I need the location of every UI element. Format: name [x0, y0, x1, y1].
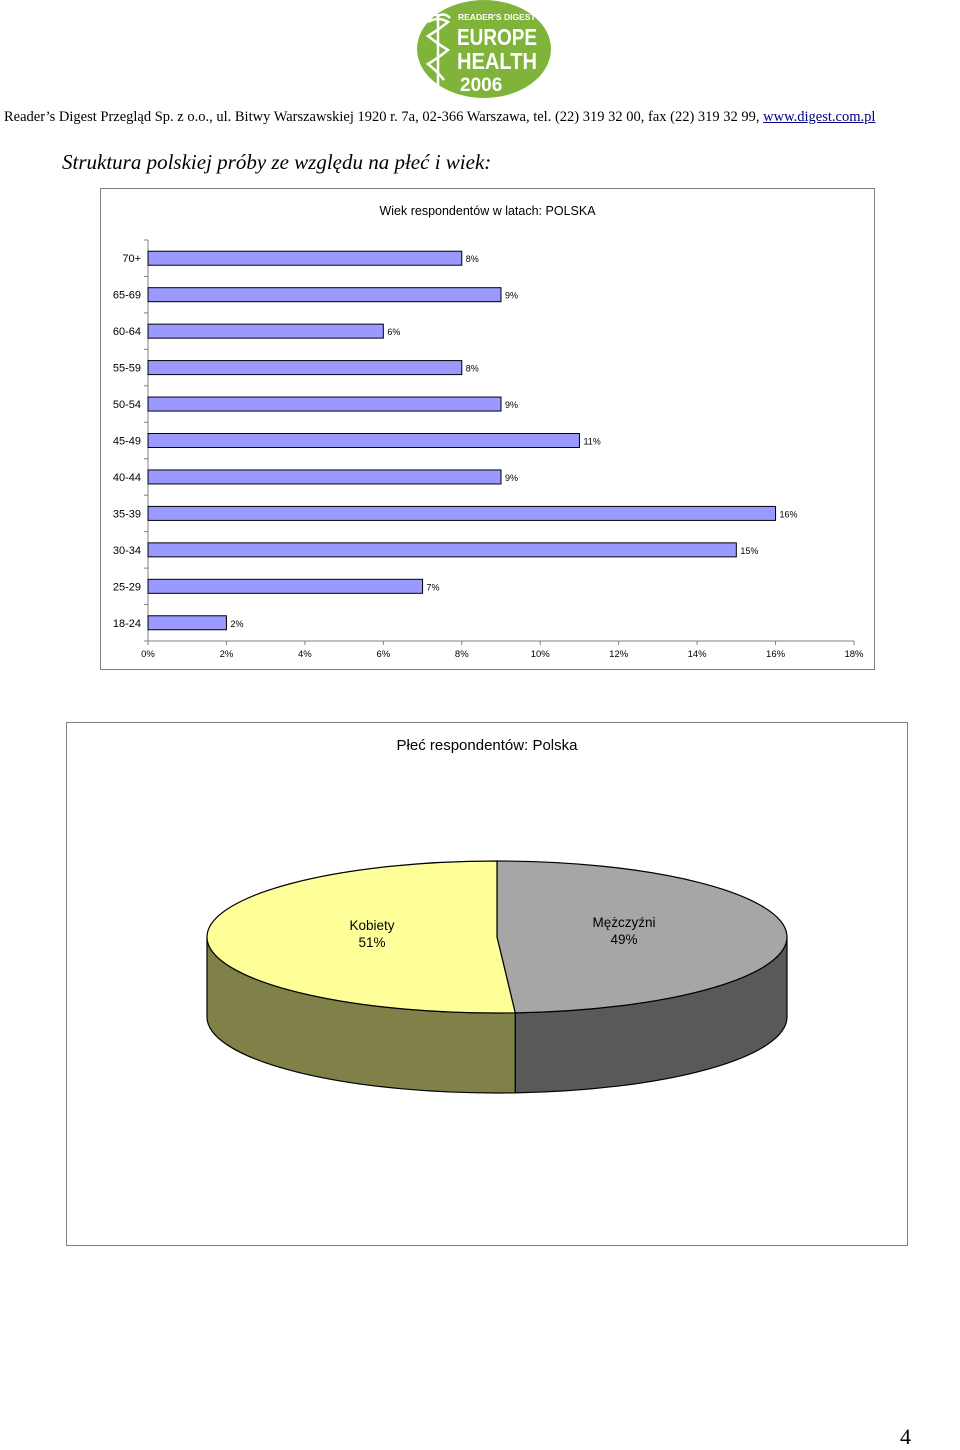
logo-line1: READER'S DIGEST	[458, 12, 536, 22]
age-bar-chart	[100, 188, 875, 670]
logo-graphic	[414, 0, 554, 100]
bar-value-label: 16%	[779, 509, 798, 520]
bar-50-54	[148, 397, 501, 411]
logo-line4: 2006	[460, 75, 503, 96]
europe-health-logo	[414, 0, 554, 100]
x-tick-label: 12%	[609, 649, 629, 660]
x-tick-label: 4%	[298, 649, 312, 660]
bar-value-label: 9%	[505, 472, 519, 483]
x-tick-label: 2%	[219, 649, 234, 660]
x-tick-label: 10%	[530, 649, 550, 660]
section-title: Struktura polskiej próby ze względu na płeć i wiek:	[62, 150, 492, 174]
category-label: 25-29	[112, 581, 141, 594]
category-label: 35-39	[112, 508, 141, 521]
bar-35-39	[148, 506, 776, 520]
bar-value-label: 7%	[426, 582, 440, 593]
gender-chart-plot	[67, 723, 907, 1245]
bar-value-label: 9%	[505, 290, 519, 301]
slice-value-kobiety: 51%	[358, 935, 386, 950]
age-chart-plot	[101, 189, 874, 669]
x-tick-label: 6%	[376, 649, 391, 660]
x-tick-label: 8%	[454, 649, 469, 660]
logo-line2: EUROPE	[457, 24, 537, 50]
bar-40-44	[148, 470, 501, 484]
slice-label-kobiety: Kobiety	[349, 918, 395, 933]
category-label: 30-34	[112, 544, 141, 557]
publisher-address	[4, 109, 956, 126]
bar-value-label: 2%	[230, 618, 244, 629]
publisher-address-text: Reader’s Digest Przegląd Sp. z o.o., ul. Bitwy Warszawskiej 1920 r. 7a, 02-366 Warszawa, tel. (22) 319 32 00, fax (22) 319 32 99,	[4, 109, 764, 125]
category-label: 40-44	[112, 471, 141, 484]
bar-30-34	[148, 543, 736, 557]
category-label: 45-49	[112, 435, 141, 448]
bar-65-69	[148, 288, 501, 302]
website-link[interactable]: www.digest.com.pl	[763, 109, 876, 125]
category-label: 65-69	[112, 289, 141, 302]
category-label: 50-54	[112, 399, 141, 412]
logo-line3: HEALTH	[457, 48, 537, 74]
bar-value-label: 8%	[465, 363, 479, 374]
category-label: 55-59	[112, 362, 141, 375]
x-tick-label: 18%	[844, 649, 864, 660]
bar-value-label: 15%	[740, 545, 759, 556]
bar-18-24	[148, 616, 226, 630]
category-label: 70+	[122, 253, 141, 266]
x-tick-label: 0%	[141, 649, 155, 660]
bar-45-49	[148, 434, 579, 448]
slice-label-mezczyzni: Mężczyźni	[592, 915, 656, 930]
bar-value-label: 6%	[387, 327, 401, 338]
bar-70+	[148, 251, 462, 265]
gender-pie-chart	[66, 722, 908, 1246]
bar-55-59	[148, 361, 462, 375]
bar-value-label: 9%	[505, 400, 519, 411]
page-number: 4	[900, 1424, 911, 1449]
x-tick-label: 14%	[687, 649, 707, 660]
age-chart-title: Wiek respondentów w latach: POLSKA	[379, 204, 596, 218]
slice-value-mezczyzni: 49%	[610, 932, 638, 947]
gender-chart-title: Płeć respondentów: Polska	[396, 737, 578, 754]
x-tick-label: 16%	[766, 649, 786, 660]
bar-60-64	[148, 324, 383, 338]
bar-25-29	[148, 579, 423, 593]
bar-value-label: 8%	[465, 254, 479, 265]
category-label: 18-24	[112, 617, 141, 630]
bar-value-label: 11%	[583, 436, 601, 447]
category-label: 60-64	[112, 326, 141, 339]
